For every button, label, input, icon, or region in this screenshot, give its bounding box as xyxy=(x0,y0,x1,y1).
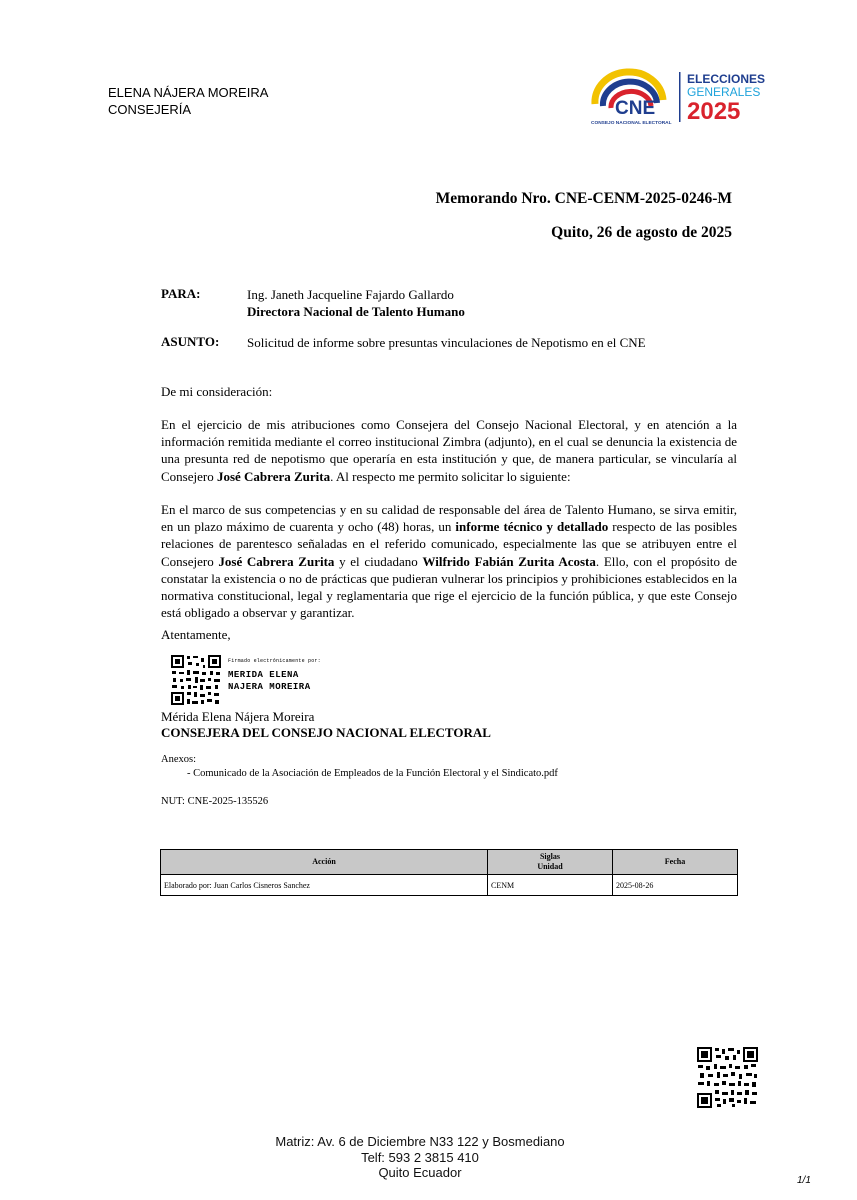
memo-date: Quito, 26 de agosto de 2025 xyxy=(551,224,732,241)
memo-number: Memorando Nro. CNE-CENM-2025-0246-M xyxy=(435,190,732,207)
paragraph-2 xyxy=(161,501,737,621)
header-siglas-unidad xyxy=(488,850,613,875)
annexes-label: Anexos: xyxy=(161,754,196,765)
p2-bold-name-1: José Cabrera Zurita xyxy=(218,553,335,569)
footer-line-2: Telf: 593 2 3815 410 xyxy=(361,1149,479,1165)
footer-line-3: Quito Ecuador xyxy=(378,1165,462,1180)
action-table xyxy=(160,849,738,896)
p1-bold-name: José Cabrera Zurita xyxy=(216,468,331,484)
table-header-row xyxy=(161,850,738,875)
recipient-name: Ing. Janeth Jacqueline Fajardo Gallardo xyxy=(247,287,454,302)
header-accion: Acción xyxy=(161,850,488,875)
electronic-signature xyxy=(170,654,330,708)
logo-line2: GENERALES xyxy=(687,85,761,99)
office-name: ELENA NÁJERA MOREIRA xyxy=(108,85,269,100)
table-row xyxy=(161,875,738,896)
page-number: 1/1 xyxy=(797,1175,811,1186)
signature-line-2: NAJERA MOREIRA xyxy=(228,682,311,692)
signature-caption: Firmado electrónicamente por: xyxy=(228,658,321,664)
office-unit: CONSEJERÍA xyxy=(108,102,192,117)
recipient xyxy=(247,286,465,320)
cell-fecha: 2025-08-26 xyxy=(613,875,738,896)
signer-title: CONSEJERA DEL CONSEJO NACIONAL ELECTORAL xyxy=(161,725,491,740)
cell-accion: Elaborado por: Juan Carlos Cisneros Sanchez xyxy=(161,875,488,896)
office-header xyxy=(108,84,268,118)
paragraph-1 xyxy=(161,416,737,485)
verification-qr-code-icon xyxy=(697,1047,758,1108)
recipient-title: Directora Nacional de Talento Humano xyxy=(247,304,465,319)
p2-text-c: respecto de las posibles relaciones de parentesco señaladas en el referido comunicado, especialmente las que se atribuyen entre el Consejero xyxy=(161,519,738,569)
greeting: De mi consideración: xyxy=(161,384,273,399)
logo-institution: CONSEJO NACIONAL ELECTORAL xyxy=(591,121,672,126)
p2-text-a: En el marco de sus competencias y en su calidad de responsable del área de Talento Humano, se sirva emitir, en un plazo máximo de cuarenta y ocho (48) horas, un xyxy=(161,502,737,535)
closing: Atentamente, xyxy=(161,627,231,642)
p2-bold-report: informe técnico y detallado xyxy=(455,519,609,535)
nut-number: NUT: CNE-2025-135526 xyxy=(161,796,269,807)
signature-line-1: MERIDA ELENA xyxy=(228,670,299,680)
footer-line-1: Matriz: Av. 6 de Diciembre N33 122 y Bosmediano xyxy=(275,1134,565,1149)
header-unidad: Unidad xyxy=(537,862,563,871)
signature-qr-code-icon xyxy=(170,654,222,706)
header-siglas: Siglas xyxy=(539,852,560,861)
cell-siglas: CENM xyxy=(488,875,613,896)
subject-text: Solicitud de informe sobre presuntas vinculaciones de Nepotismo en el CNE xyxy=(247,335,646,350)
cne-elecciones-logo xyxy=(583,66,773,128)
p2-text-e: y el ciudadano xyxy=(334,553,423,569)
signer-name: Mérida Elena Nájera Moreira xyxy=(161,709,315,724)
p1-text-a: En el ejercicio de mis atribuciones como Consejera del Consejo Nacional Electoral, y en atención a la información remitida mediante el correo institucional Zimbra (adjunto), en el cual se denuncia la existencia de una presunta red de nepotismo que operaría en esta institución y que, de manera particular, se vincularía al Consejero xyxy=(161,417,737,484)
footer-address xyxy=(250,1134,590,1181)
p2-bold-name-2: Wilfrido Fabián Zurita Acosta xyxy=(422,553,596,569)
p1-text-c: . Al respecto me permito solicitar lo siguiente: xyxy=(330,468,571,484)
signature-name xyxy=(228,669,311,693)
para-label: PARA: xyxy=(161,286,201,301)
annex-item[interactable]: - Comunicado de la Asociación de Empleados de la Función Electoral y el Sindicato.pdf xyxy=(187,768,558,779)
asunto-label: ASUNTO: xyxy=(161,334,220,349)
p2-text-g: . Ello, con el propósito de constatar la existencia o no de prácticas que pudieran vulnerar los principios y prohibiciones establecidos en la normativa constitucional, legal y reglamentaria que rige el ejercicio de la función pública, y que este Consejo está obligado a observar y garantizar. xyxy=(161,553,738,621)
logo-year: 2025 xyxy=(687,98,741,125)
logo-acronym: CNE xyxy=(615,98,656,119)
logo-line1: ELECCIONES xyxy=(687,72,766,86)
header-fecha: Fecha xyxy=(613,850,738,875)
